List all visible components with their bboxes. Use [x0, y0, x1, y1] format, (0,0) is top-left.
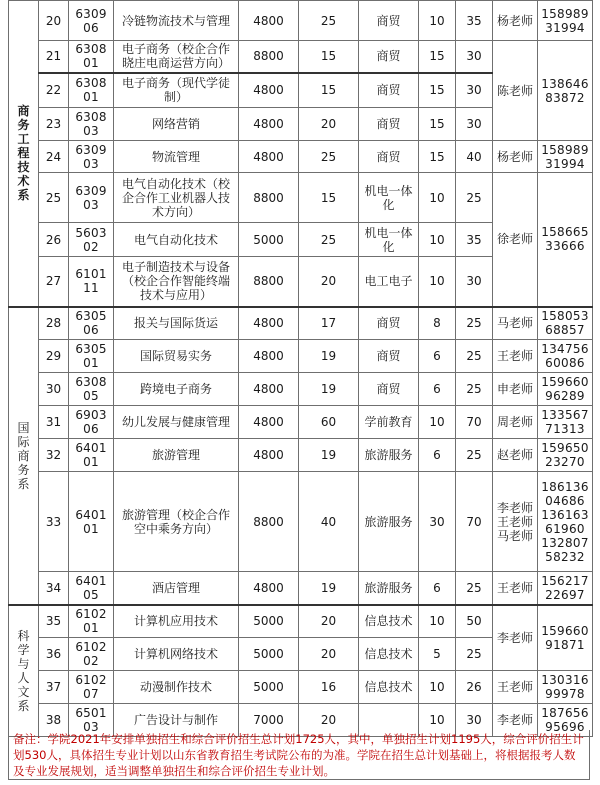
contact-name: 李老师	[493, 704, 538, 737]
table-row	[9, 472, 593, 572]
score-min: 6	[419, 373, 456, 406]
contact-name: 赵老师	[493, 439, 538, 472]
major-code: 640105	[69, 572, 114, 605]
tuition-fee: 4800	[239, 439, 299, 472]
row-number: 25	[39, 173, 69, 223]
score-min: 5	[419, 638, 456, 671]
table-row	[9, 41, 593, 73]
tuition-fee: 5000	[239, 671, 299, 704]
exam-category: 商贸	[359, 340, 419, 373]
score-max: 25	[456, 173, 493, 223]
contact-phone: 13864683872	[538, 41, 593, 141]
contact-phone: 15898931994	[538, 1, 593, 41]
contact-phone: 13475660086	[538, 340, 593, 373]
plan-seats: 20	[299, 704, 359, 737]
row-number: 31	[39, 406, 69, 439]
plan-seats: 19	[299, 373, 359, 406]
table-row	[9, 373, 593, 406]
score-max: 25	[456, 340, 493, 373]
contact-phone: 15965023270	[538, 439, 593, 472]
score-max: 70	[456, 472, 493, 572]
row-number: 28	[39, 307, 69, 340]
contact-name: 李老师	[493, 605, 538, 671]
row-number: 30	[39, 373, 69, 406]
score-min: 10	[419, 173, 456, 223]
table-row	[9, 439, 593, 472]
major-name: 电子制造技术与设备（校企合作智能终端技术与应用）	[114, 257, 239, 307]
tuition-fee: 4800	[239, 1, 299, 41]
major-name: 国际贸易实务	[114, 340, 239, 373]
major-code: 630906	[69, 1, 114, 41]
major-code: 610201	[69, 605, 114, 638]
row-number: 23	[39, 108, 69, 141]
major-name: 报关与国际货运	[114, 307, 239, 340]
exam-category: 商贸	[359, 141, 419, 173]
score-max: 30	[456, 41, 493, 73]
plan-seats: 19	[299, 572, 359, 605]
contact-name: 杨老师	[493, 1, 538, 41]
major-name: 电子商务（校企合作晓庄电商运营方向）	[114, 41, 239, 73]
major-code: 630903	[69, 141, 114, 173]
exam-category: 旅游服务	[359, 572, 419, 605]
tuition-fee: 5000	[239, 638, 299, 671]
tuition-fee: 8800	[239, 472, 299, 572]
major-name: 旅游管理（校企合作空中乘务方向）	[114, 472, 239, 572]
score-min: 8	[419, 307, 456, 340]
tuition-fee: 5000	[239, 223, 299, 257]
exam-category: 电工电子	[359, 257, 419, 307]
contact-name: 陈老师	[493, 41, 538, 141]
contact-name: 王老师	[493, 572, 538, 605]
exam-category: 商贸	[359, 73, 419, 108]
exam-category: 学前教育	[359, 406, 419, 439]
table-row	[9, 406, 593, 439]
row-number: 29	[39, 340, 69, 373]
score-min: 15	[419, 73, 456, 108]
major-name: 酒店管理	[114, 572, 239, 605]
exam-category: 机电一体化	[359, 223, 419, 257]
major-name: 电气自动化技术（校企合作工业机器人技术方向）	[114, 173, 239, 223]
table-row	[9, 1, 593, 41]
major-code: 610207	[69, 671, 114, 704]
major-name: 电气自动化技术	[114, 223, 239, 257]
plan-seats: 20	[299, 257, 359, 307]
row-number: 21	[39, 41, 69, 73]
exam-category: 信息技术	[359, 638, 419, 671]
contact-name: 杨老师	[493, 141, 538, 173]
contact-phone: 15866533666	[538, 173, 593, 307]
score-min: 15	[419, 41, 456, 73]
major-name: 跨境电子商务	[114, 373, 239, 406]
score-max: 25	[456, 572, 493, 605]
score-max: 35	[456, 223, 493, 257]
table-row	[9, 572, 593, 605]
department-label: 科学与人文系	[9, 605, 39, 737]
tuition-fee: 4800	[239, 108, 299, 141]
plan-seats: 19	[299, 439, 359, 472]
score-max: 25	[456, 373, 493, 406]
score-max: 26	[456, 671, 493, 704]
major-code: 610111	[69, 257, 114, 307]
major-code: 630805	[69, 373, 114, 406]
major-code: 630801	[69, 73, 114, 108]
contact-phone: 18765695696	[538, 704, 593, 737]
tuition-fee: 4800	[239, 340, 299, 373]
score-max: 30	[456, 73, 493, 108]
major-code: 630903	[69, 173, 114, 223]
row-number: 36	[39, 638, 69, 671]
row-number: 33	[39, 472, 69, 572]
major-code: 610202	[69, 638, 114, 671]
row-number: 34	[39, 572, 69, 605]
table-row	[9, 141, 593, 173]
score-min: 6	[419, 572, 456, 605]
score-max: 35	[456, 1, 493, 41]
plan-seats: 19	[299, 340, 359, 373]
table-row	[9, 307, 593, 340]
contact-name: 申老师	[493, 373, 538, 406]
plan-seats: 15	[299, 41, 359, 73]
score-max: 30	[456, 704, 493, 737]
row-number: 20	[39, 1, 69, 41]
major-name: 计算机应用技术	[114, 605, 239, 638]
major-code: 560302	[69, 223, 114, 257]
tuition-fee: 7000	[239, 704, 299, 737]
row-number: 37	[39, 671, 69, 704]
score-max: 40	[456, 141, 493, 173]
major-code: 630506	[69, 307, 114, 340]
contact-phone: 18613604686 13616361960 13280758232	[538, 472, 593, 572]
contact-phone: 15621722697	[538, 572, 593, 605]
plan-seats: 15	[299, 73, 359, 108]
row-number: 22	[39, 73, 69, 108]
score-min: 6	[419, 439, 456, 472]
score-max: 30	[456, 257, 493, 307]
tuition-fee: 5000	[239, 605, 299, 638]
admission-plan-table	[8, 0, 593, 737]
plan-seats: 17	[299, 307, 359, 340]
major-name: 计算机网络技术	[114, 638, 239, 671]
exam-category: 信息技术	[359, 671, 419, 704]
major-name: 网络营销	[114, 108, 239, 141]
table-row	[9, 340, 593, 373]
contact-name: 王老师	[493, 671, 538, 704]
contact-name: 周老师	[493, 406, 538, 439]
exam-category: 旅游服务	[359, 439, 419, 472]
score-min: 10	[419, 406, 456, 439]
plan-seats: 16	[299, 671, 359, 704]
major-code: 630501	[69, 340, 114, 373]
major-code: 640101	[69, 472, 114, 572]
tuition-fee: 4800	[239, 406, 299, 439]
department-label: 国际商务系	[9, 307, 39, 605]
plan-seats: 15	[299, 173, 359, 223]
row-number: 24	[39, 141, 69, 173]
plan-seats: 25	[299, 1, 359, 41]
tuition-fee: 8800	[239, 173, 299, 223]
major-name: 动漫制作技术	[114, 671, 239, 704]
score-min: 15	[419, 141, 456, 173]
exam-category: 旅游服务	[359, 472, 419, 572]
score-min: 15	[419, 108, 456, 141]
tuition-fee: 4800	[239, 141, 299, 173]
major-code: 630803	[69, 108, 114, 141]
score-min: 10	[419, 257, 456, 307]
row-number: 35	[39, 605, 69, 638]
contact-name: 王老师	[493, 340, 538, 373]
score-min: 10	[419, 223, 456, 257]
plan-seats: 20	[299, 108, 359, 141]
major-name: 旅游管理	[114, 439, 239, 472]
tuition-fee: 4800	[239, 307, 299, 340]
tuition-fee: 8800	[239, 257, 299, 307]
contact-phone: 13356771313	[538, 406, 593, 439]
tuition-fee: 8800	[239, 41, 299, 73]
contact-phone: 15898931994	[538, 141, 593, 173]
major-name: 广告设计与制作	[114, 704, 239, 737]
table-row	[9, 671, 593, 704]
contact-phone: 13031699978	[538, 671, 593, 704]
exam-category: 商贸	[359, 373, 419, 406]
exam-category: 商贸	[359, 307, 419, 340]
exam-category: 机电一体化	[359, 173, 419, 223]
exam-category: 商贸	[359, 108, 419, 141]
contact-name: 李老师 王老师 马老师	[493, 472, 538, 572]
score-min: 10	[419, 1, 456, 41]
score-max: 30	[456, 108, 493, 141]
contact-phone: 15966091871	[538, 605, 593, 671]
plan-seats: 60	[299, 406, 359, 439]
plan-seats: 20	[299, 605, 359, 638]
score-min: 10	[419, 671, 456, 704]
exam-category: 商贸	[359, 1, 419, 41]
major-name: 幼儿发展与健康管理	[114, 406, 239, 439]
plan-seats: 25	[299, 223, 359, 257]
department-label: 商务工程技术系	[9, 1, 39, 307]
tuition-fee: 4800	[239, 572, 299, 605]
row-number: 27	[39, 257, 69, 307]
score-min: 30	[419, 472, 456, 572]
score-max: 50	[456, 605, 493, 638]
contact-phone: 15966096289	[538, 373, 593, 406]
plan-seats: 25	[299, 141, 359, 173]
row-number: 26	[39, 223, 69, 257]
score-max: 25	[456, 638, 493, 671]
score-max: 25	[456, 439, 493, 472]
major-name: 电子商务（现代学徒制）	[114, 73, 239, 108]
major-code: 690306	[69, 406, 114, 439]
table-row	[9, 605, 593, 638]
major-name: 冷链物流技术与管理	[114, 1, 239, 41]
score-min: 6	[419, 340, 456, 373]
contact-name: 马老师	[493, 307, 538, 340]
score-min: 10	[419, 605, 456, 638]
score-max: 70	[456, 406, 493, 439]
table-row	[9, 173, 593, 223]
major-code: 630801	[69, 41, 114, 73]
score-min: 10	[419, 704, 456, 737]
plan-seats: 40	[299, 472, 359, 572]
major-code: 650103	[69, 704, 114, 737]
contact-phone: 15805368857	[538, 307, 593, 340]
tuition-fee: 4800	[239, 373, 299, 406]
footnote-remark: 备注：学院2021年安排单独招生和综合评价招生总计划1725人，其中，单独招生计划1195人，综合评价招生计划530人，具体招生专业计划以山东省教育招生考试院公布的为准。学院在招生总计划基础上，将根据报考人数及专业发展规划，适当调整单独招生和综合评价招生专业计划。	[8, 730, 590, 780]
score-max: 25	[456, 307, 493, 340]
row-number: 32	[39, 439, 69, 472]
contact-name: 徐老师	[493, 173, 538, 307]
plan-seats: 20	[299, 638, 359, 671]
major-name: 物流管理	[114, 141, 239, 173]
exam-category: 商贸	[359, 41, 419, 73]
exam-category: 信息技术	[359, 605, 419, 638]
row-number: 38	[39, 704, 69, 737]
tuition-fee: 4800	[239, 73, 299, 108]
major-code: 640101	[69, 439, 114, 472]
